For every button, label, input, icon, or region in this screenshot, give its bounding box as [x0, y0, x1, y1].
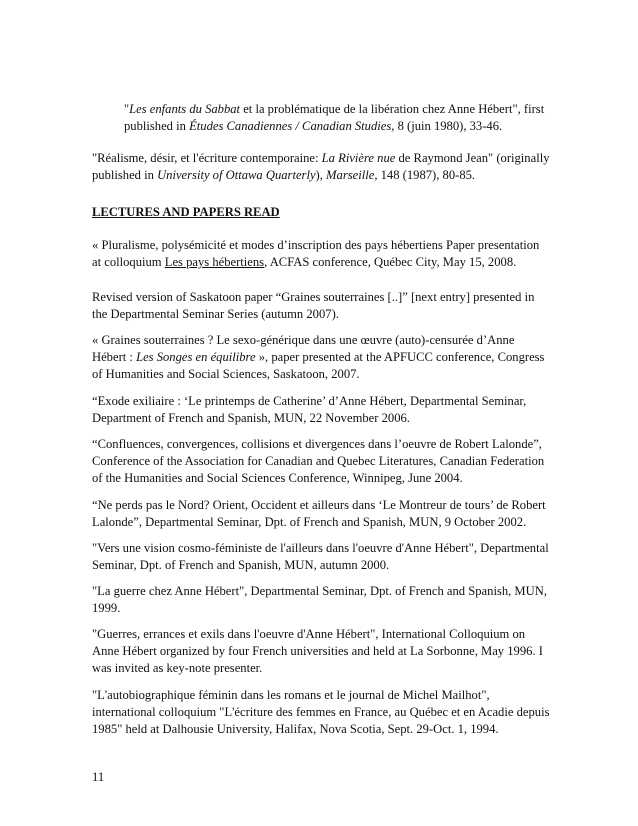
entry-text: « Graines souterraines ? Le sexo-générique dans une œuvre (auto)-censurée d’Anne Hébert : — [92, 333, 515, 364]
entry-text: “Confluences, convergences, collisions et divergences dans l’oeuvre de Robert Lalonde”, Conference of the Association for Canadian and Quebec Literatures, Canadian Federation of the Humanities and Social Sciences Conference, Winnipeg, June 2004. — [92, 437, 545, 485]
entry-text: "Guerres, errances et exils dans l'oeuvre d'Anne Hébert", International Colloquium on Anne Hébert organized by four French universities and held at La Sorbonne, May 1996. I was invited as key-note presenter. — [92, 627, 543, 675]
lecture-entry — [92, 687, 550, 738]
entry-text: Revised version of Saskatoon paper “Graines souterraines [..]” [next entry] presented in the Departmental Seminar Series (autumn 2007). — [92, 290, 535, 321]
entry-text: « Pluralisme, polysémicité et modes d’inscription des pays hébertiens Paper presentation at colloquium — [92, 238, 540, 269]
entry-text: "L'autobiographique féminin dans les romans et le journal de Michel Mailhot", international colloquium "L'écriture des femmes en France, au Québec et en Acadie depuis 1985" held at Dalhousie University, Halifax, Nova Scotia, Sept. 29-Oct. 1, 1994. — [92, 688, 550, 736]
lecture-entry — [92, 436, 550, 487]
italic-title: University of Ottawa Quarterly — [157, 168, 316, 182]
entry-text: , 148 (1987), 80-85. — [374, 168, 476, 182]
lecture-entry — [92, 332, 550, 383]
italic-title: Les Songes en équilibre — [136, 350, 256, 364]
entry-text: ), — [315, 168, 327, 182]
italic-title: La Rivière nue — [321, 151, 396, 165]
publication-entry — [92, 150, 550, 184]
page-number: 11 — [92, 770, 105, 784]
lecture-entry — [92, 626, 550, 677]
entry-text: de Raymond Jean" (originally published in — [92, 151, 550, 182]
entry-text: "La guerre chez Anne Hébert", Departmental Seminar, Dpt. of French and Spanish, MUN, 1999. — [92, 584, 547, 615]
entry-text: " — [124, 102, 130, 116]
entry-text: et la problématique de la libération chez Anne Hébert", first published in — [124, 102, 545, 133]
entry-text: , 8 (juin 1980), 33-46. — [391, 119, 503, 133]
entry-text: , ACFAS conference, Québec City, May 15, 2008. — [264, 255, 517, 269]
entry-text: “Exode exiliaire : ‘Le printemps de Catherine’ d’Anne Hébert, Departmental Seminar, Department of French and Spanish, MUN, 22 November 2006. — [92, 394, 527, 425]
italic-title: Les enfants du Sabbat — [129, 102, 241, 116]
entry-text: », paper presented at the APFUCC conference, Congress of Humanities and Social Sciences, Saskatoon, 2007. — [92, 350, 545, 381]
lecture-entry — [92, 497, 550, 531]
lecture-entry — [92, 393, 550, 427]
publication-entry — [124, 101, 550, 135]
section-heading: LECTURES AND PAPERS READ — [92, 205, 280, 219]
italic-title: Études Canadiennes / Canadian Studies — [189, 119, 392, 133]
italic-title: Marseille — [326, 168, 375, 182]
entry-text: “Ne perds pas le Nord? Orient, Occident et ailleurs dans ‘Le Montreur de tours’ de Robert Lalonde”, Departmental Seminar, Dpt. of French and Spanish, MUN, 9 October 2002. — [92, 498, 546, 529]
lecture-entry — [92, 583, 550, 617]
underlined-title: Les pays hébertiens — [164, 255, 265, 269]
lecture-entry — [92, 289, 550, 323]
entry-text: "Réalisme, désir, et l'écriture contemporaine: — [92, 151, 322, 165]
entry-text: "Vers une vision cosmo-féministe de l'ailleurs dans l'oeuvre d'Anne Hébert", Departmental Seminar, Dpt. of French and Spanish, MUN, autumn 2000. — [92, 541, 549, 572]
lecture-entry — [92, 540, 550, 574]
lecture-entry — [92, 237, 550, 271]
